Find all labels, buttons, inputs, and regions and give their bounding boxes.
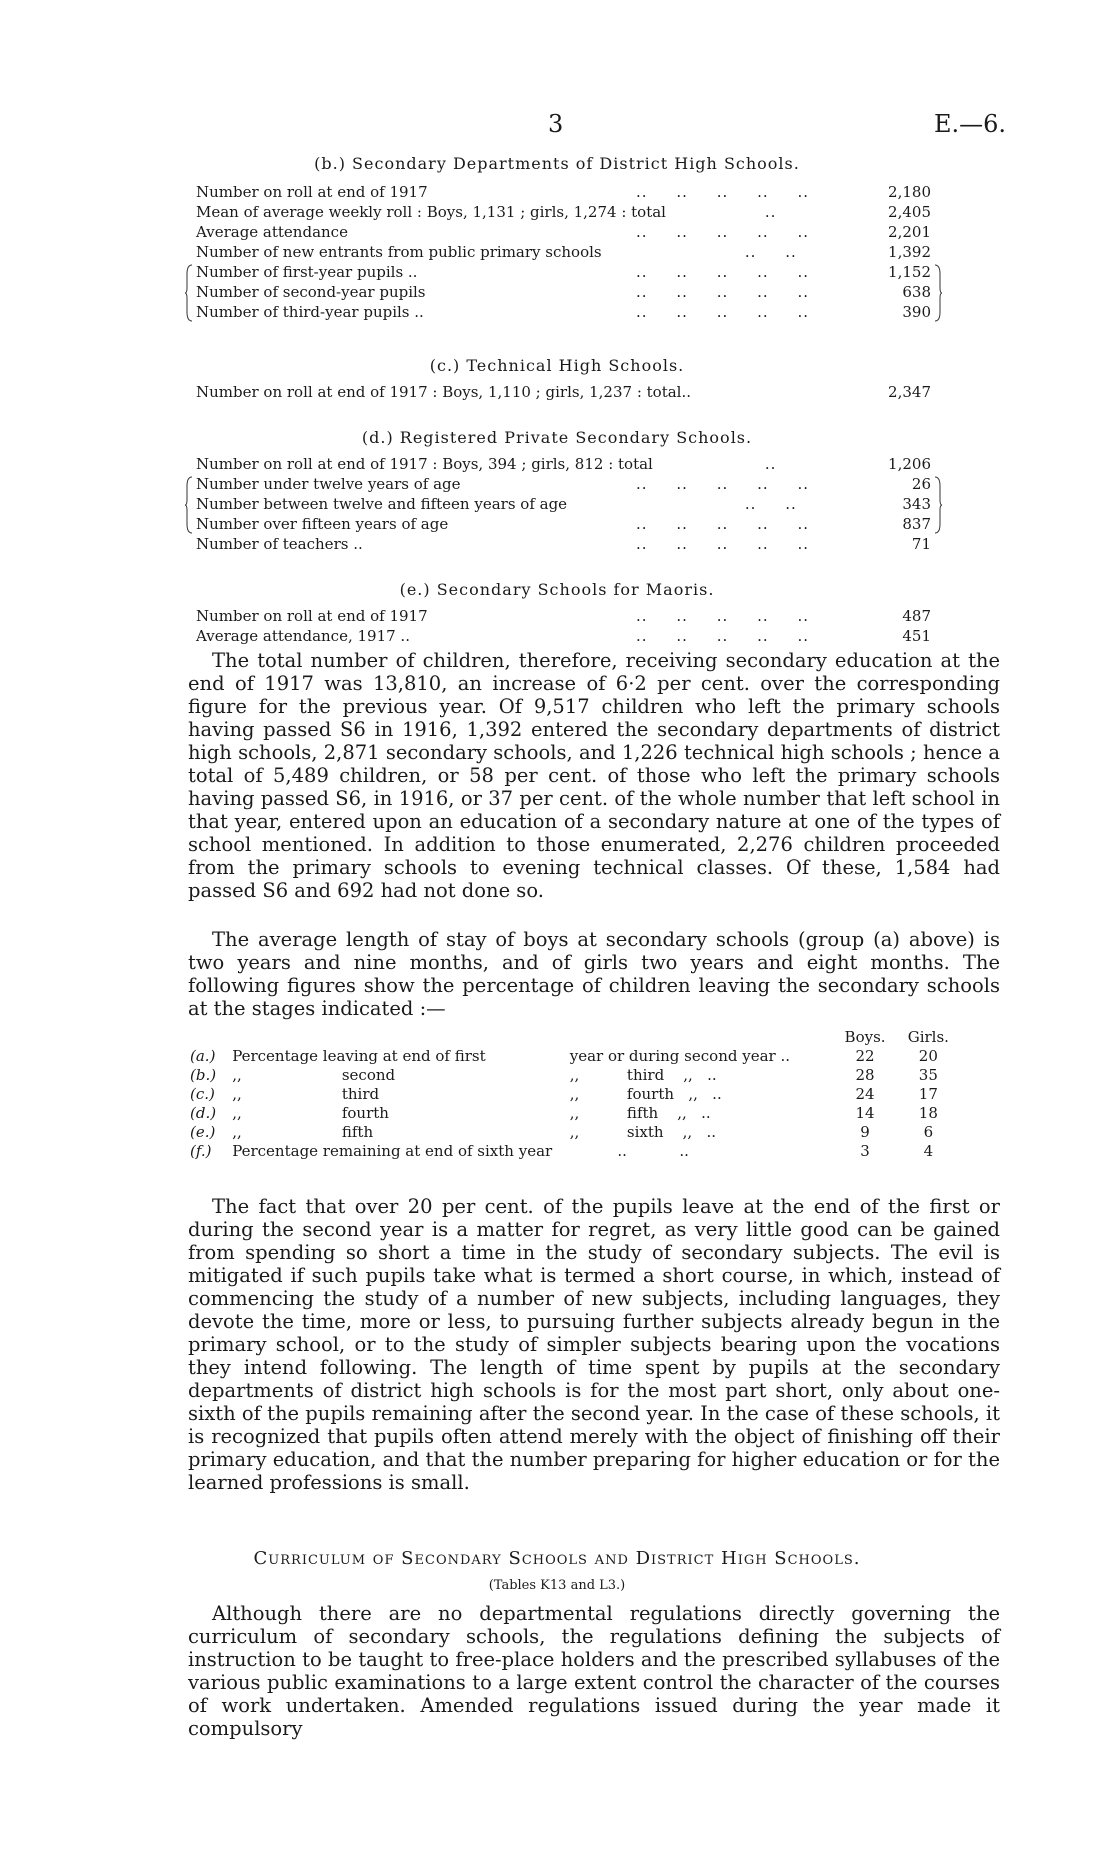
boys-value: 24 <box>855 1085 875 1103</box>
curriculum-heading: Curriculum of Secondary Schools and District High Schools. <box>253 1548 861 1569</box>
stat-value: 2,405 <box>888 203 931 221</box>
stat-label: Number of third-year pupils .. <box>196 303 424 321</box>
body-paragraph <box>188 1195 1000 1494</box>
stat-label: Number on roll at end of 1917 <box>196 607 428 625</box>
row-mid: ,, fourth ,, .. <box>569 1085 722 1103</box>
table-row <box>190 1047 960 1066</box>
row-mid: ,, fifth ,, .. <box>569 1104 711 1122</box>
row-key: (f.) <box>190 1142 212 1160</box>
stat-label: Mean of average weekly roll : Boys, 1,131 ; girls, 1,274 : total <box>196 203 666 221</box>
leader-dots: .. .. .. .. .. <box>636 475 810 493</box>
left-brace <box>185 476 193 534</box>
report-code: E.—6. <box>933 110 1006 138</box>
stat-value: 837 <box>902 515 931 533</box>
right-brace <box>934 264 942 322</box>
row-desc: Percentage leaving at end of first <box>232 1047 486 1065</box>
stat-row <box>196 182 931 202</box>
leader-dots: .. <box>736 455 777 473</box>
girls-value: 4 <box>923 1142 934 1160</box>
paragraph-text: The fact that over 20 per cent. of the pupils leave at the end of the first or during the second year is a matter for regret, as very little good can be gained from spending so short a time in the study of secondary subjects. The evil is mitigated if such pupils take what is termed a short course, in which, instead of commencing the study of a number of new subjects, including languages, they devote the time, more or less, to pursuing further subjects already begun in the primary school, or to the study of simpler subjects bearing upon the vocations they intend following. The length of time spent by pupils at the secondary departments of district high schools is for the most part short, only about one-sixth of the pupils remaining after the second year. In the case of these schools, it is recognized that pupils often attend merely with the object of finishing off their primary education, and that the number preparing for higher education or for the learned professions is small. <box>188 1195 1000 1494</box>
stat-value: 343 <box>902 495 931 513</box>
stat-label: Average attendance <box>196 223 348 241</box>
stat-row <box>196 262 931 282</box>
stat-row <box>196 242 931 262</box>
stat-label: Number of teachers .. <box>196 535 363 553</box>
paragraph-text: Although there are no departmental regulations directly governing the curriculum of secondary schools, the regulations defining the subjects of instruction to be taught to free-place holders and the prescribed syllabuses of the various public examinations to a large extent control the character of the courses of work undertaken. Amended regulations issued during the year made it compulsory <box>188 1602 1000 1740</box>
stat-row <box>196 474 931 494</box>
leader-dots: .. .. .. .. .. <box>636 627 810 645</box>
stat-row <box>196 606 931 626</box>
row-mid: ,, third ,, .. <box>569 1066 717 1084</box>
stat-value: 487 <box>902 607 931 625</box>
leader-dots: .. .. .. .. .. <box>636 515 810 533</box>
column-header-boys: Boys. <box>844 1028 886 1046</box>
leader-dots: .. .. <box>716 243 797 261</box>
leader-dots: .. .. <box>716 495 797 513</box>
row-key: (b.) <box>190 1066 217 1084</box>
boys-value: 14 <box>855 1104 875 1122</box>
stat-row <box>196 282 931 302</box>
row-key: (d.) <box>190 1104 217 1122</box>
paragraph-text: The total number of children, therefore, receiving secondary education at the end of 1917 was 13,810, an increase of 6·2 per cent. over the corresponding figure for the previous year. Of 9,517 children who left the primary schools having passed S6 in 1916, 1,392 entered the secondary departments of district high schools, 2,871 secondary schools, and 1,226 technical high schools ; hence a total of 5,489 children, or 58 per cent. of those who left the primary schools having passed S6, in 1916, or 37 per cent. of the whole number that left school in that year, entered upon an education of a secondary nature at one of the types of school mentioned. In addition to those enumerated, 2,276 children proceeded from the primary schools to evening technical classes. Of these, 1,584 had passed S6 and 692 had not done so. <box>188 649 1000 902</box>
leader-dots: .. .. .. .. .. <box>636 263 810 281</box>
page-number: 3 <box>548 110 564 138</box>
row-desc: ,, fourth <box>232 1104 389 1122</box>
column-header-girls: Girls. <box>907 1028 949 1046</box>
stat-label: Number under twelve years of age <box>196 475 461 493</box>
stat-label: Average attendance, 1917 .. <box>196 627 410 645</box>
leader-dots: .. .. .. .. .. <box>636 183 810 201</box>
stat-label: Number between twelve and fifteen years of age <box>196 495 568 513</box>
boys-value: 9 <box>860 1123 870 1141</box>
girls-value: 20 <box>918 1047 938 1065</box>
right-brace <box>934 476 942 534</box>
boys-value: 22 <box>855 1047 875 1065</box>
stat-row <box>196 222 931 242</box>
section-e-title: (e.) Secondary Schools for Maoris. <box>399 580 715 599</box>
stat-row <box>196 626 931 646</box>
girls-value: 35 <box>918 1066 938 1084</box>
section-c-title: (c.) Technical High Schools. <box>429 356 685 375</box>
leader-dots: .. .. .. .. .. <box>636 223 810 241</box>
leader-dots: .. .. .. .. .. <box>636 283 810 301</box>
body-paragraph <box>188 1602 1000 1740</box>
row-desc: ,, third <box>232 1085 380 1103</box>
stat-row <box>196 494 931 514</box>
girls-value: 18 <box>918 1104 938 1122</box>
body-paragraph <box>188 928 1000 1020</box>
stat-value: 638 <box>902 283 931 301</box>
row-mid: ,, sixth ,, .. <box>569 1123 717 1141</box>
stat-value: 2,180 <box>888 183 931 201</box>
table-row <box>190 1066 960 1085</box>
row-mid: year or during second year .. <box>569 1047 790 1065</box>
section-b-title: (b.) Secondary Departments of District High Schools. <box>314 154 800 173</box>
stat-value: 1,206 <box>888 455 931 473</box>
stat-label: Number of second-year pupils <box>196 283 426 301</box>
stat-row <box>196 302 931 322</box>
boys-value: 3 <box>860 1142 870 1160</box>
stat-label: Number of new entrants from public primary schools <box>196 243 602 261</box>
paragraph-text: The average length of stay of boys at secondary schools (group (a) above) is two years and nine months, and of girls two years and eight months. The following figures show the percentage of children leaving the secondary schools at the stages indicated :— <box>188 928 1000 1020</box>
girls-value: 17 <box>918 1085 938 1103</box>
row-key: (e.) <box>190 1123 216 1141</box>
girls-value: 6 <box>923 1123 934 1141</box>
table-row <box>190 1142 960 1161</box>
stat-value: 71 <box>911 535 931 553</box>
row-desc: Percentage remaining at end of sixth year <box>232 1142 553 1160</box>
stat-value: 26 <box>911 475 931 493</box>
curriculum-subtitle: (Tables K13 and L3.) <box>488 1578 626 1593</box>
stat-value: 451 <box>902 627 931 645</box>
leader-dots: .. .. .. .. .. <box>636 303 810 321</box>
table-row <box>190 1085 960 1104</box>
row-key: (a.) <box>190 1047 216 1065</box>
stat-row <box>196 514 931 534</box>
table-header-row <box>190 1028 960 1047</box>
leader-dots: .. .. .. .. .. <box>636 607 810 625</box>
left-brace <box>185 264 193 322</box>
leader-dots: .. .. .. .. .. <box>636 535 810 553</box>
stat-value: 1,152 <box>888 263 931 281</box>
table-row <box>190 1104 960 1123</box>
stat-value: 1,392 <box>888 243 931 261</box>
stat-row <box>196 534 931 554</box>
table-row <box>190 1123 960 1142</box>
stat-label: Number on roll at end of 1917 <box>196 183 428 201</box>
row-desc: ,, fifth <box>232 1123 374 1141</box>
stat-value: 2,347 <box>888 383 931 401</box>
stat-row <box>196 382 931 402</box>
stat-row <box>196 454 931 474</box>
stat-label: Number on roll at end of 1917 : Boys, 1,110 ; girls, 1,237 : total.. <box>196 383 691 401</box>
row-mid: .. .. <box>569 1142 689 1160</box>
section-d-title: (d.) Registered Private Secondary Schools. <box>361 428 753 447</box>
boys-value: 28 <box>855 1066 875 1084</box>
stat-label: Number of first-year pupils .. <box>196 263 418 281</box>
stat-value: 2,201 <box>888 223 931 241</box>
stat-row <box>196 202 931 222</box>
stat-label: Number on roll at end of 1917 : Boys, 394 ; girls, 812 : total <box>196 455 653 473</box>
leaving-percentage-table <box>190 1028 960 1161</box>
body-paragraph <box>188 649 1000 902</box>
row-key: (c.) <box>190 1085 215 1103</box>
leader-dots: .. <box>736 203 777 221</box>
stat-label: Number over fifteen years of age <box>196 515 449 533</box>
stat-value: 390 <box>902 303 931 321</box>
row-desc: ,, second <box>232 1066 396 1084</box>
